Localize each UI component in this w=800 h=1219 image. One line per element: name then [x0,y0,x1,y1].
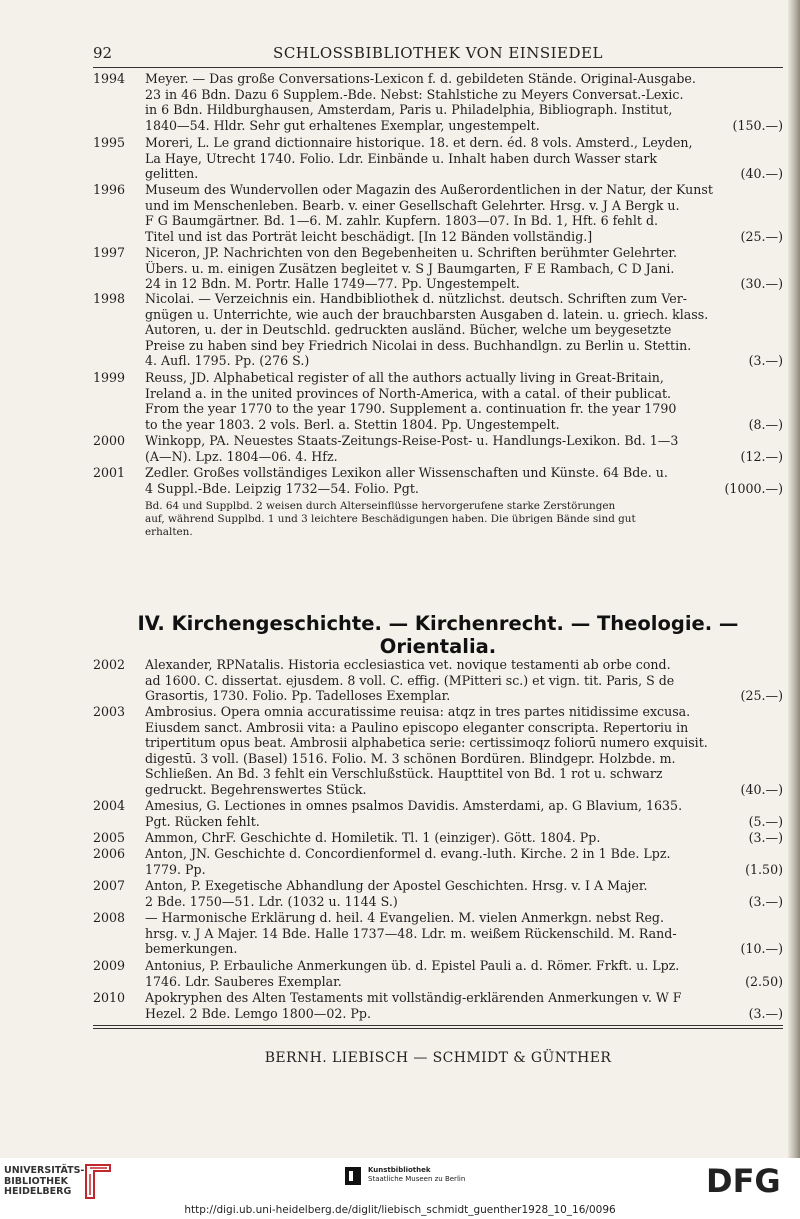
catalog-entry [93,465,783,496]
ub-heidelberg-emblem-icon [80,1162,114,1200]
entry-line: Eiusdem sanct. Ambrosii vita: a Paulino episcopo eleganter conscripta. Repertoriu in [145,719,689,735]
entry-line: 4. Aufl. 1795. Pp. (276 S.) [145,353,310,369]
catalog-entry [93,291,783,369]
entry-line: hrsg. v. J A Majer. 14 Bde. Halle 1737—48. Ldr. m. weißem Rückenschild. M. Rand- [145,925,677,941]
entry-line: Grasortis, 1730. Folio. Pp. Tadelloses Exemplar. [145,688,451,704]
entry-line: — Harmonische Erklärung d. heil. 4 Evangelien. M. vielen Anmerkgn. nebst Reg. [145,910,664,925]
ub-heidelberg-logo[interactable] [4,1166,84,1198]
entry-price: (30.—) [740,276,783,292]
entry-number: 2000 [93,433,126,448]
entry-line: in 6 Bdn. Hildburghausen, Amsterdam, Paris u. Philadelphia, Bibliograph. Institut, [145,102,673,118]
catalog-entry [93,433,783,464]
catalog-entry [93,704,783,798]
catalog-entry [93,846,783,877]
entry-price: (40.—) [740,166,783,182]
catalog-entry [93,958,783,989]
catalog-entry [93,245,783,292]
entry-line: Hezel. 2 Bde. Lemgo 1800—02. Pp. [145,1005,371,1021]
ub-logo-line: HEIDELBERG [4,1186,72,1197]
entry-line: From the year 1770 to the year 1790. Supplement a. continuation fr. the year 1790 [145,401,677,417]
entry-line: 1779. Pp. [145,861,206,877]
entry-note [145,500,783,539]
entry-line: Meyer. — Das große Conversations-Lexicon f. d. gebildeten Stände. Original-Ausgabe. [145,71,696,86]
entry-number: 2005 [93,830,126,845]
note-line: auf, während Supplbd. 1 und 3 leichtere Beschädigungen haben. Die übrigen Bände sind gut [145,513,636,525]
page-number: 92 [93,44,113,62]
entry-line: bemerkungen. [145,941,238,957]
entry-number: 2002 [93,657,126,672]
header-rule [93,67,783,68]
ub-logo-line: BIBLIOTHEK [4,1175,68,1187]
entry-number: 2007 [93,878,126,893]
kunstbibliothek-label [368,1166,465,1184]
entry-price: (3.—) [748,1005,783,1021]
entry-price: (3.—) [748,893,783,909]
entry-line: 4 Suppl.-Bde. Leipzig 1732—54. Folio. Pgt. [145,480,419,496]
entry-line: Autoren, u. der in Deutschld. gedruckten ausländ. Bücher, welche um beygesetzte [145,322,672,338]
entry-line: Winkopp, PA. Neuestes Staats-Zeitungs-Reise-Post- u. Handlungs-Lexikon. Bd. 1—3 [145,433,679,448]
entry-number: 1995 [93,135,126,150]
ub-logo-line: UNIVERSITÄTS- [4,1165,85,1176]
entry-line: Reuss, JD. Alphabetical register of all the authors actually living in Great-Britain, [145,370,664,385]
entry-line: Apokryphen des Alten Testaments mit vollständig-erklärenden Anmerkungen v. W F [145,990,682,1005]
entry-line: Museum des Wundervollen oder Magazin des Außerordentlichen in der Natur, der Kunst [145,182,713,197]
entry-price: (25.—) [740,688,783,704]
page-edge-shadow [788,0,800,1158]
note-line: erhalten. [145,526,193,538]
entry-line: Alexander, RPNatalis. Historia ecclesiastica vet. novique testamenti ab orbe cond. [145,657,671,672]
page-header [93,44,783,64]
entry-line: 1840—54. Hldr. Sehr gut erhaltenes Exemplar, ungestempelt. [145,117,540,133]
catalog-entry [93,910,783,957]
entry-price: (3.—) [748,830,783,845]
kb-line: Staatliche Museen zu Berlin [368,1175,466,1183]
entry-line: Ambrosius. Opera omnia accuratissime reuisa: atqz in tres partes nitidissime excusa. [145,704,691,719]
note-line: Bd. 64 und Supplbd. 2 weisen durch Alterseinflüsse hervorgerufene starke Zerstörungen [145,500,616,512]
entry-number: 1998 [93,291,126,306]
entry-line: Anton, JN. Geschichte d. Concordienformel d. evang.-luth. Kirche. 2 in 1 Bde. Lpz. [145,846,671,861]
catalog-entry [93,657,783,704]
catalog-entry [93,135,783,182]
entry-line: ad 1600. C. dissertat. ejusdem. 8 voll. C. effig. (MPitteri sc.) et vign. tit. Paris, S de [145,672,675,688]
dfg-logo[interactable] [706,1163,790,1197]
entry-line: Antonius, P. Erbauliche Anmerkungen üb. d. Epistel Pauli a. d. Römer. Frkft. u. Lpz. [145,958,680,973]
entry-line: Amesius, G. Lectiones in omnes psalmos Davidis. Amsterdami, ap. G Blavium, 1635. [145,798,683,813]
entry-line: gelitten. [145,166,199,182]
source-url-link[interactable]: http://digi.ub.uni-heidelberg.de/diglit/liebisch_schmidt_guenther1928_10_16/0096 [184,1204,616,1216]
section-heading: IV. Kirchengeschichte. — Kirchenrecht. — Theologie. — Orientalia. [137,612,739,658]
entry-line: Schließen. An Bd. 3 fehlt ein Verschlußstück. Haupttitel von Bd. 1 rot u. schwarz [145,766,663,782]
entry-price: (2.50) [745,973,783,989]
entry-line: Ammon, ChrF. Geschichte d. Homiletik. Tl. 1 (einziger). Gött. 1804. Pp. [145,830,601,845]
entry-line: Ireland a. in the united provinces of North-America, with a catal. of their publicat. [145,385,672,401]
catalog-entry [93,990,783,1021]
entry-line: 1746. Ldr. Sauberes Exemplar. [145,973,342,989]
kb-line: Kunstbibliothek [368,1166,431,1174]
entry-line: Moreri, L. Le grand dictionnaire historique. 18. et dern. éd. 8 vols. Amsterd., Leyden, [145,135,693,150]
entry-line: F G Baumgärtner. Bd. 1—6. M. zahlr. Kupfern. 1803—07. In Bd. 1, Hft. 6 fehlt d. [145,213,659,229]
entry-price: (1.50) [745,861,783,877]
footer-rule [93,1025,783,1026]
entry-line: und im Menschenleben. Bearb. v. einer Gesellschaft Gelehrter. Hrsg. v. J A Bergk u. [145,197,680,213]
entry-line: to the year 1803. 2 vols. Berl. a. Stettin 1804. Pp. Ungestempelt. [145,416,560,432]
catalog-entry [93,370,783,432]
entry-line: 24 in 12 Bdn. M. Portr. Halle 1749—77. Pp. Ungestempelt. [145,276,520,292]
entry-number: 2008 [93,910,126,925]
kunstbibliothek-logo-icon [344,1166,362,1186]
page-footer: BERNH. LIEBISCH — SCHMIDT & GÜNTHER [264,1050,612,1066]
catalog-entry [93,830,783,846]
entry-price: (12.—) [740,448,783,464]
entry-line: tripertitum opus beat. Ambrosii alphabetica serie: certissimoqz foliorū numero exquisit. [145,735,708,751]
entry-price: (8.—) [748,416,783,432]
entry-price: (10.—) [740,941,783,957]
entry-line: gnügen u. Unterrichte, wie auch der brauchbarsten Ausgaben d. latein. u. griech. klass. [145,306,709,322]
footer-rule-double [93,1028,783,1029]
catalog-entry [93,182,783,244]
entry-number: 2001 [93,465,126,480]
entry-number: 2004 [93,798,126,813]
entry-price: (150.—) [732,117,783,133]
entry-price: (25.—) [740,228,783,244]
entry-number: 2009 [93,958,126,973]
dfg-logo-text: DFG [706,1163,781,1197]
entry-price: (5.—) [748,813,783,829]
entry-price: (1000.—) [724,480,783,496]
entry-number: 2003 [93,704,126,719]
catalog-entry [93,71,783,133]
catalog-entry [93,798,783,829]
entry-number: 1996 [93,182,126,197]
entry-line: Preise zu haben sind bey Friedrich Nicolai in dess. Buchhandlgn. zu Berlin u. Stettin. [145,337,692,353]
entry-line: (A—N). Lpz. 1804—06. 4. Hfz. [145,448,338,464]
page-title: SCHLOSSBIBLIOTHEK VON EINSIEDEL [273,44,603,62]
entry-line: Zedler. Großes vollständiges Lexikon aller Wissenschaften und Künste. 64 Bde. u. [145,465,668,480]
entry-line: Niceron, JP. Nachrichten von den Begebenheiten u. Schriften berühmter Gelehrter. [145,245,678,260]
entry-line: gedruckt. Begehrenswertes Stück. [145,781,367,797]
entry-number: 1999 [93,370,126,385]
entry-number: 1994 [93,71,126,86]
catalog-entry [93,878,783,909]
entry-line: Pgt. Rücken fehlt. [145,813,260,829]
entry-line: 23 in 46 Bdn. Dazu 6 Supplem.-Bde. Nebst: Stahlstiche zu Meyers Conversat.-Lexic. [145,86,684,102]
entry-line: digestū. 3 voll. (Basel) 1516. Folio. M. 3 schönen Bordüren. Blindgepr. Holzbde. m. [145,750,676,766]
entry-line: Übers. u. m. einigen Zusätzen begleitet v. S J Baumgarten, F E Rambach, C D Jani. [145,260,675,276]
entry-price: (40.—) [740,781,783,797]
entry-number: 2010 [93,990,126,1005]
entry-price: (3.—) [748,353,783,369]
entry-number: 1997 [93,245,126,260]
entry-line: Anton, P. Exegetische Abhandlung der Apostel Geschichten. Hrsg. v. I A Majer. [145,878,648,893]
entry-line: Titel und ist das Porträt leicht beschädigt. [In 12 Bänden vollständig.] [145,228,593,244]
entry-line: Nicolai. — Verzeichnis ein. Handbibliothek d. nützlichst. deutsch. Schriften zum Ver- [145,291,687,306]
entry-line: La Haye, Utrecht 1740. Folio. Ldr. Einbände u. Inhalt haben durch Wasser stark [145,150,657,166]
entry-number: 2006 [93,846,126,861]
digitization-bar [0,1158,800,1219]
entry-line: 2 Bde. 1750—51. Ldr. (1032 u. 1144 S.) [145,893,398,909]
